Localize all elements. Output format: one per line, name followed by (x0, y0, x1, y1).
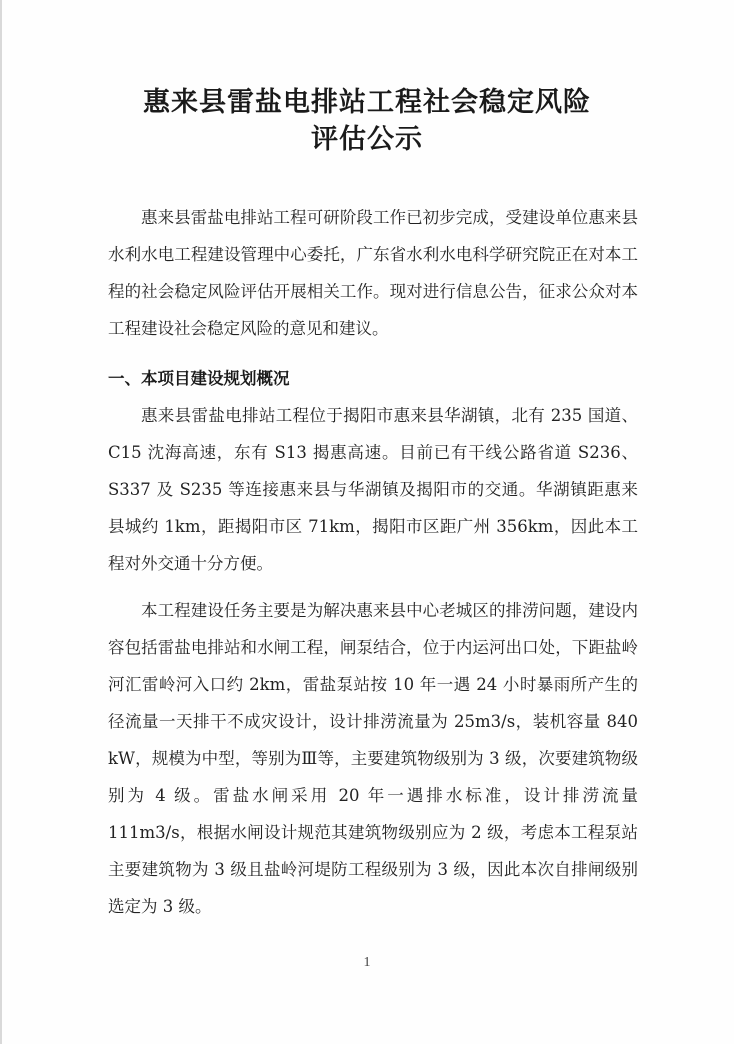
location-paragraph: 惠来县雷盐电排站工程位于揭阳市惠来县华湖镇，北有 235 国道、C15 沈海高速，东有 S13 揭惠高速。目前已有干线公路省道 S236、S337 及 S235 等连接惠来县与华湖镇及揭阳市的交通。华湖镇距惠来县城约 1km，距揭阳市区 71km，揭阳市区距广州 356km，因此本工程对外交通十分方便。 (108, 406, 638, 573)
page-number: 1 (363, 955, 371, 970)
intro-paragraph: 惠来县雷盐电排站工程可研阶段工作已初步完成，受建设单位惠来县水利水电工程建设管理中心委托，广东省水利水电科学研究院正在对本工程的社会稳定风险评估开展相关工作。现对进行信息公告，征求公众对本工程建设社会稳定风险的意见和建议。 (108, 208, 638, 338)
section-heading: 一、本项目建设规划概况 (108, 369, 290, 388)
scan-edge-line (0, 0, 2, 1044)
construction-task-paragraph: 本工程建设任务主要是为解决惠来县中心老城区的排涝问题，建设内容包括雷盐电排站和水闸工程，闸泵结合，位于内运河出口处，下距盐岭河汇雷岭河入口约 2km，雷盐泵站按 10 年一遇 24 小时暴雨所产生的径流量一天排干不成灾设计，设计排涝流量为 25m3/s，装机容量 840 kW，规模为中型，等别为Ⅲ等，主要建筑物级别为 3 级，次要建筑物级别为 4 级。雷盐水闸采用 20 年一遇排水标准，设计排涝流量 111m3/s，根据水闸设计规范其建筑物级别应为 2 级，考虑本工程泵站主要建筑物为 3 级且盐岭河堤防工程级别为 3 级，因此本次自排闸级别选定为 3 级。 (108, 601, 638, 916)
document-title-line-2: 评估公示 (311, 124, 423, 155)
document-title-line-1: 惠来县雷盐电排站工程社会稳定风险 (143, 87, 591, 118)
